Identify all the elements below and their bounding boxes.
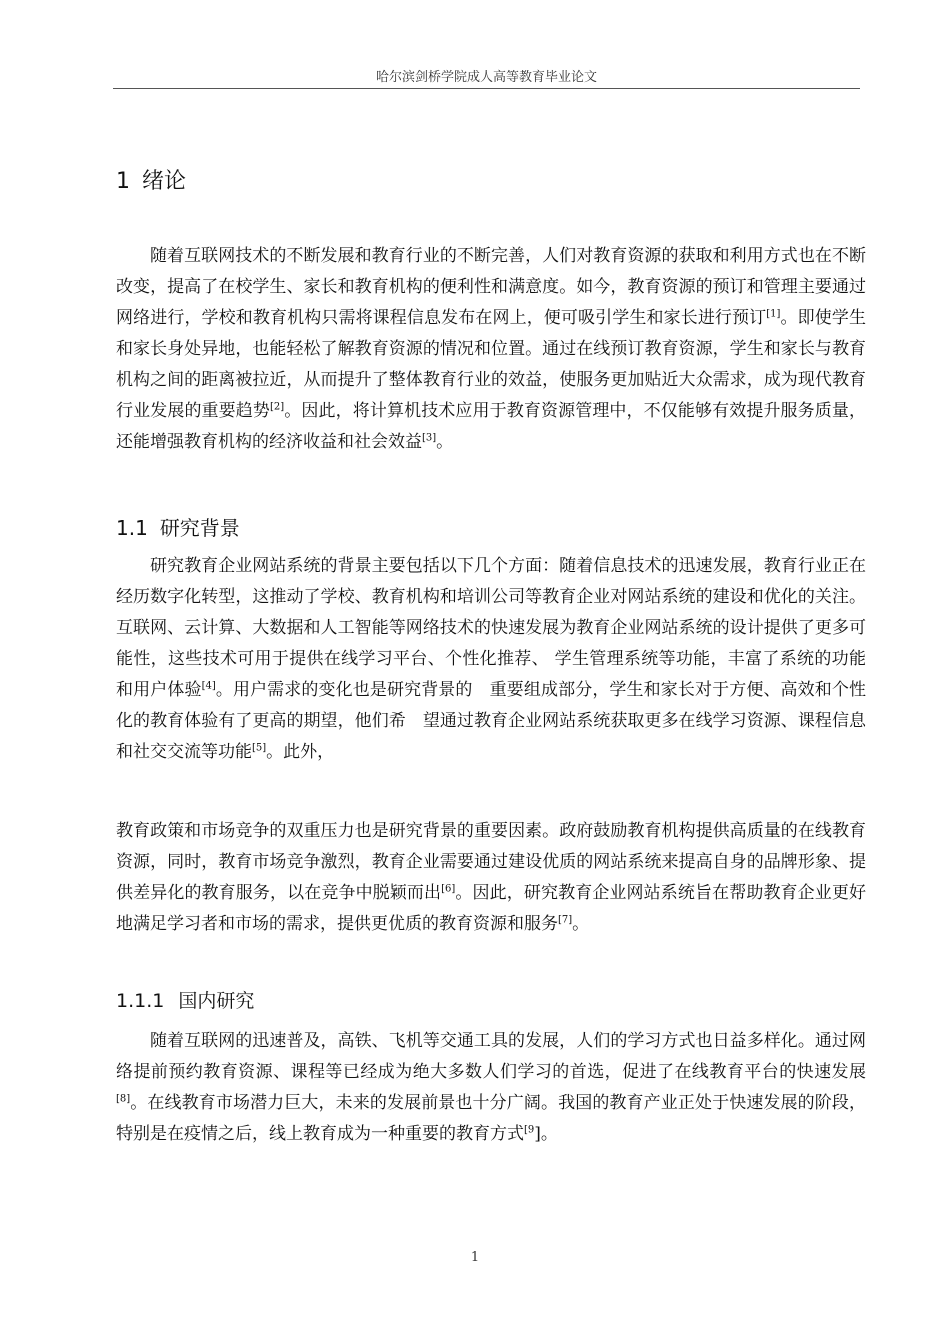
- citation-5: [5]: [252, 742, 267, 754]
- domestic-text-3: ]。: [534, 1124, 558, 1144]
- background-paragraph: [116, 551, 866, 768]
- subsection-heading: [116, 986, 254, 1013]
- background-text-3: 。此外，: [266, 742, 335, 762]
- intro-text-1: 随着互联网技术的不断发展和教育行业的不断完善，人们对教育资源的获取和利用方式也在不断改变，提高了在校学生、家长和教育机构的便利性和满意度。如今，教育资源的预订和管理主要通过网络进行，学校和教育机构只需将课程信息发布在网上，便可吸引学生和家长进行预订: [116, 246, 866, 328]
- domestic-text-1: 随着互联网的迅速普及，高铁、飞机等交通工具的发展，人们的学习方式也日益多样化。通过网络提前预约教育资源、课程等已经成为绝大多数人们学习的首选，促进了在线教育平台的快速发展: [116, 1031, 866, 1082]
- intro-text-3: 。因此，将计算机技术应用于教育资源管理中，不仅能够有效提升服务质量，还能增强教育机构的经济收益和社会效益: [116, 401, 867, 452]
- domestic-paragraph: [116, 1026, 866, 1150]
- citation-1: [1]: [766, 308, 781, 320]
- page-number: 1: [470, 1250, 480, 1265]
- subsection-title: 国内研究: [178, 990, 255, 1012]
- background2-text-1: 教育政策和市场竞争的双重压力也是研究背景的重要因素。政府鼓励教育机构提供高质量的在线教育资源，同时，教育市场竞争激烈，教育企业需要通过建设优质的网站系统来提高自身的品牌形象、提供差异化的教育服务，以在竞争中脱颖而出: [116, 821, 866, 903]
- section-number: 1.1: [116, 516, 148, 540]
- chapter-heading: [116, 164, 186, 195]
- intro-text-2: 。即使学生和家长身处异地，也能轻松了解教育资源的情况和位置。通过在线预订教育资源，学生和家长与教育机构之间的距离被拉近，从而提升了整体教育行业的效益，使服务更加贴近大众需求，成为现代教育行业发展的重要趋势: [116, 308, 866, 421]
- citation-9: [9: [524, 1124, 535, 1136]
- domestic-text-2: 。在线教育市场潜力巨大，未来的发展前景也十分广阔。我国的教育产业正处于快速发展的阶段，特别是在疫情之后，线上教育成为一种重要的教育方式: [116, 1093, 866, 1144]
- chapter-title: 绪论: [142, 169, 187, 194]
- citation-3: [3]: [422, 432, 437, 444]
- page-header: 哈尔滨剑桥学院成人高等教育毕业论文: [375, 70, 597, 85]
- chapter-number: 1: [116, 169, 130, 194]
- intro-text-4: 。: [436, 432, 454, 452]
- header-divider: [113, 88, 860, 89]
- citation-8: [8]: [116, 1093, 131, 1105]
- background-text-1: 研究教育企业网站系统的背景主要包括以下几个方面：随着信息技术的迅速发展，教育行业正在经历数字化转型，这推动了学校、教育机构和培训公司等教育企业对网站系统的建设和优化的关注。互联网、云计算、大数据和人工智能等网络技术的快速发展为教育企业网站系统的设计提供了更多可能性，这些技术可用于提供在线学习平台、个性化推荐、 学生管理系统等功能，丰富了系统的功能和用户体验: [116, 556, 866, 700]
- intro-paragraph: [116, 241, 866, 458]
- citation-2: [2]: [270, 401, 285, 413]
- subsection-number: 1.1.1: [116, 990, 165, 1012]
- background2-text-2: 。因此，研究教育企业网站系统旨在帮助教育企业更好地满足学习者和市场的需求，提供更优质的教育资源和服务: [116, 883, 867, 934]
- section-heading: [116, 512, 240, 541]
- citation-7: [7]: [558, 914, 573, 926]
- citation-6: [6]: [441, 883, 456, 895]
- background-text-2: 。用户需求的变化也是研究背景的 重要组成部分，学生和家长对于方便、高效和个性化的教育体验有了更高的期望，他们希 望通过教育企业网站系统获取更多在线学习资源、课程信息和社交交流等功能: [116, 680, 866, 762]
- citation-4: [4]: [201, 680, 216, 692]
- background2-text-3: 。: [572, 914, 590, 934]
- section-title: 研究背景: [159, 516, 240, 540]
- background-paragraph-2: [116, 816, 866, 940]
